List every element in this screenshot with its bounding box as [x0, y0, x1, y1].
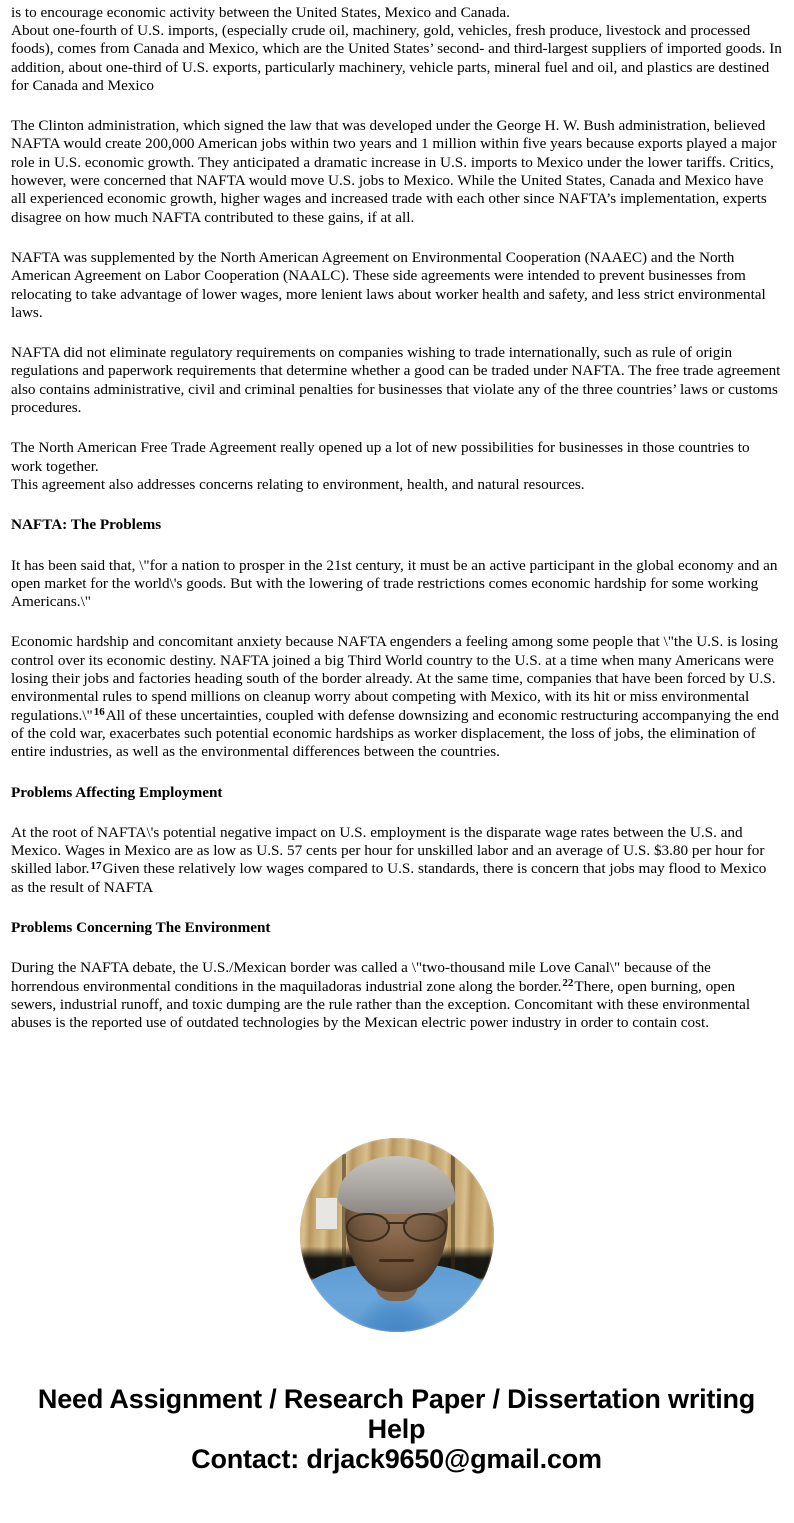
paragraph-economic-hardship: [11, 633, 782, 761]
avatar-lens-right: [403, 1213, 447, 1242]
article-body: [11, 0, 782, 1032]
footnote-marker-22: 22: [562, 976, 574, 989]
paragraph-regulatory-requirements: NAFTA did not eliminate regulatory requirements on companies wishing to trade internationally, such as rule of origin regulations and paperwork requirements that determine whether a good can be traded under NAFTA. The free trade agreement also contains administrative, civil and criminal penalties for businesses that violate any of the three countries’ laws or customs procedures.: [11, 344, 781, 417]
paragraph-wage-rates: [11, 824, 782, 897]
footnote-marker-17: 17: [90, 859, 102, 872]
footnote-marker-16: 16: [93, 706, 105, 718]
promo-headline: Need Assignment / Research Paper / Dissertation writing Help: [37, 1384, 756, 1445]
heading-problems-affecting-employment: Problems Affecting Employment: [11, 783, 223, 801]
paragraph-environment-border: [11, 959, 782, 1032]
paragraph-intro-clipped-text: is to encourage economic activity between the United States, Mexico and Canada.: [11, 3, 510, 21]
avatar-light-switch: [315, 1197, 338, 1230]
paragraph-economic-hardship-part1: Economic hardship and concomitant anxiety because NAFTA engenders a feeling among some people that \"the U.S. is losing control over its economic destiny. NAFTA joined a big Third World country to the U.S. at a time when many Americans were losing their jobs and factories heading south of the border already. At the same time, companies that have been forced by U.S. environmental rules to spend millions on cleanup worry about competing with Mexico, with its hit or miss environmental regulations.\": [11, 633, 779, 724]
avatar: [300, 1138, 494, 1332]
promo-contact: Contact: drjack9650@gmail.com: [191, 1444, 602, 1475]
promo-footer: [11, 1384, 782, 1475]
paragraph-economic-hardship-part2: All of these uncertainties, coupled with defense downsizing and economic restructuring accompanying the end of the cold war, exacerbates such potential economic hardships as worker displacement, the loss of jobs, the elimination of entire industries, as well as the environmental differences between the countries.: [11, 706, 779, 761]
avatar-lens-left: [346, 1213, 390, 1242]
heading-problems-concerning-the-environment: Problems Concerning The Environment: [11, 918, 271, 936]
paragraph-addresses-concerns: This agreement also addresses concerns relating to environment, health, and natural resources.: [11, 475, 585, 493]
avatar-wall-panel-right: [451, 1154, 455, 1270]
paragraph-intro-clipped: [11, 0, 782, 22]
paragraph-opened-possibilities: The North American Free Trade Agreement really opened up a lot of new possibilities for businesses in those countries to work together.: [11, 439, 750, 475]
paragraph-naaec-naalc: NAFTA was supplemented by the North American Agreement on Environmental Cooperation (NAAEC) and the North American Agreement on Labor Cooperation (NAALC). These side agreements were intended to prevent businesses from relocating to take advantage of lower wages, more lenient laws about worker health and safety, and less strict environmental laws.: [11, 248, 766, 321]
avatar-container: [11, 1138, 782, 1332]
paragraph-wage-rates-part1: At the root of NAFTA\'s potential negative impact on U.S. employment is the disparate wage rates between the U.S. and Mexico. Wages in Mexico are as low as U.S. 57 cents per hour for unskilled labor and an average of U.S. $3.80 per hour for skilled labor.: [11, 823, 765, 878]
paragraph-us-imports: About one-fourth of U.S. imports, (especially crude oil, machinery, gold, vehicles, fresh produce, livestock and processed foods), comes from Canada and Mexico, which are the United States’ second- and third-largest suppliers of imported goods. In addition, about one-third of U.S. exports, particularly machinery, vehicle parts, mineral fuel and oil, and plastics are destined for Canada and Mexico: [11, 22, 782, 94]
paragraph-clinton-administration: The Clinton administration, which signed the law that was developed under the George H. W. Bush administration, believed NAFTA would create 200,000 American jobs within two years and 1 million within five years because exports played a major role in U.S. economic growth. They anticipated a dramatic increase in U.S. imports to Mexico under the lower tariffs. Critics, however, were concerned that NAFTA would move U.S. jobs to Mexico. While the United States, Canada and Mexico have all experienced economic growth, higher wages and increased trade with each other since NAFTA’s implementation, experts disagree on how much NAFTA contributed to these gains, if at all.: [11, 117, 777, 226]
paragraph-wage-rates-part2: Given these relatively low wages compared to U.S. standards, there is concern that jobs may flood to Mexico as the result of NAFTA: [11, 860, 767, 896]
paragraph-prosper-quote: It has been said that, \"for a nation to prosper in the 21st century, it must be an active participant in the global economy and an open market for the world\'s goods. But with the lowering of trade restrictions comes economic hardship for some working Americans.\": [11, 556, 778, 611]
heading-nafta-the-problems: NAFTA: The Problems: [11, 516, 162, 534]
paragraph-environment-border-part2: There, open burning, open sewers, industrial runoff, and toxic dumping are the rule rather than the exception. Concomitant with these environmental abuses is the reported use of outdated technologies by the Mexican electric power industry in order to contain cost.: [11, 977, 751, 1032]
paragraph-environment-border-part1: During the NAFTA debate, the U.S./Mexican border was called a \"two-thousand mile Love Canal\" because of the horrendous environmental conditions in the maquiladoras industrial zone along the border.: [11, 959, 711, 995]
avatar-mouth: [379, 1259, 414, 1262]
glasses-icon: [346, 1213, 447, 1238]
